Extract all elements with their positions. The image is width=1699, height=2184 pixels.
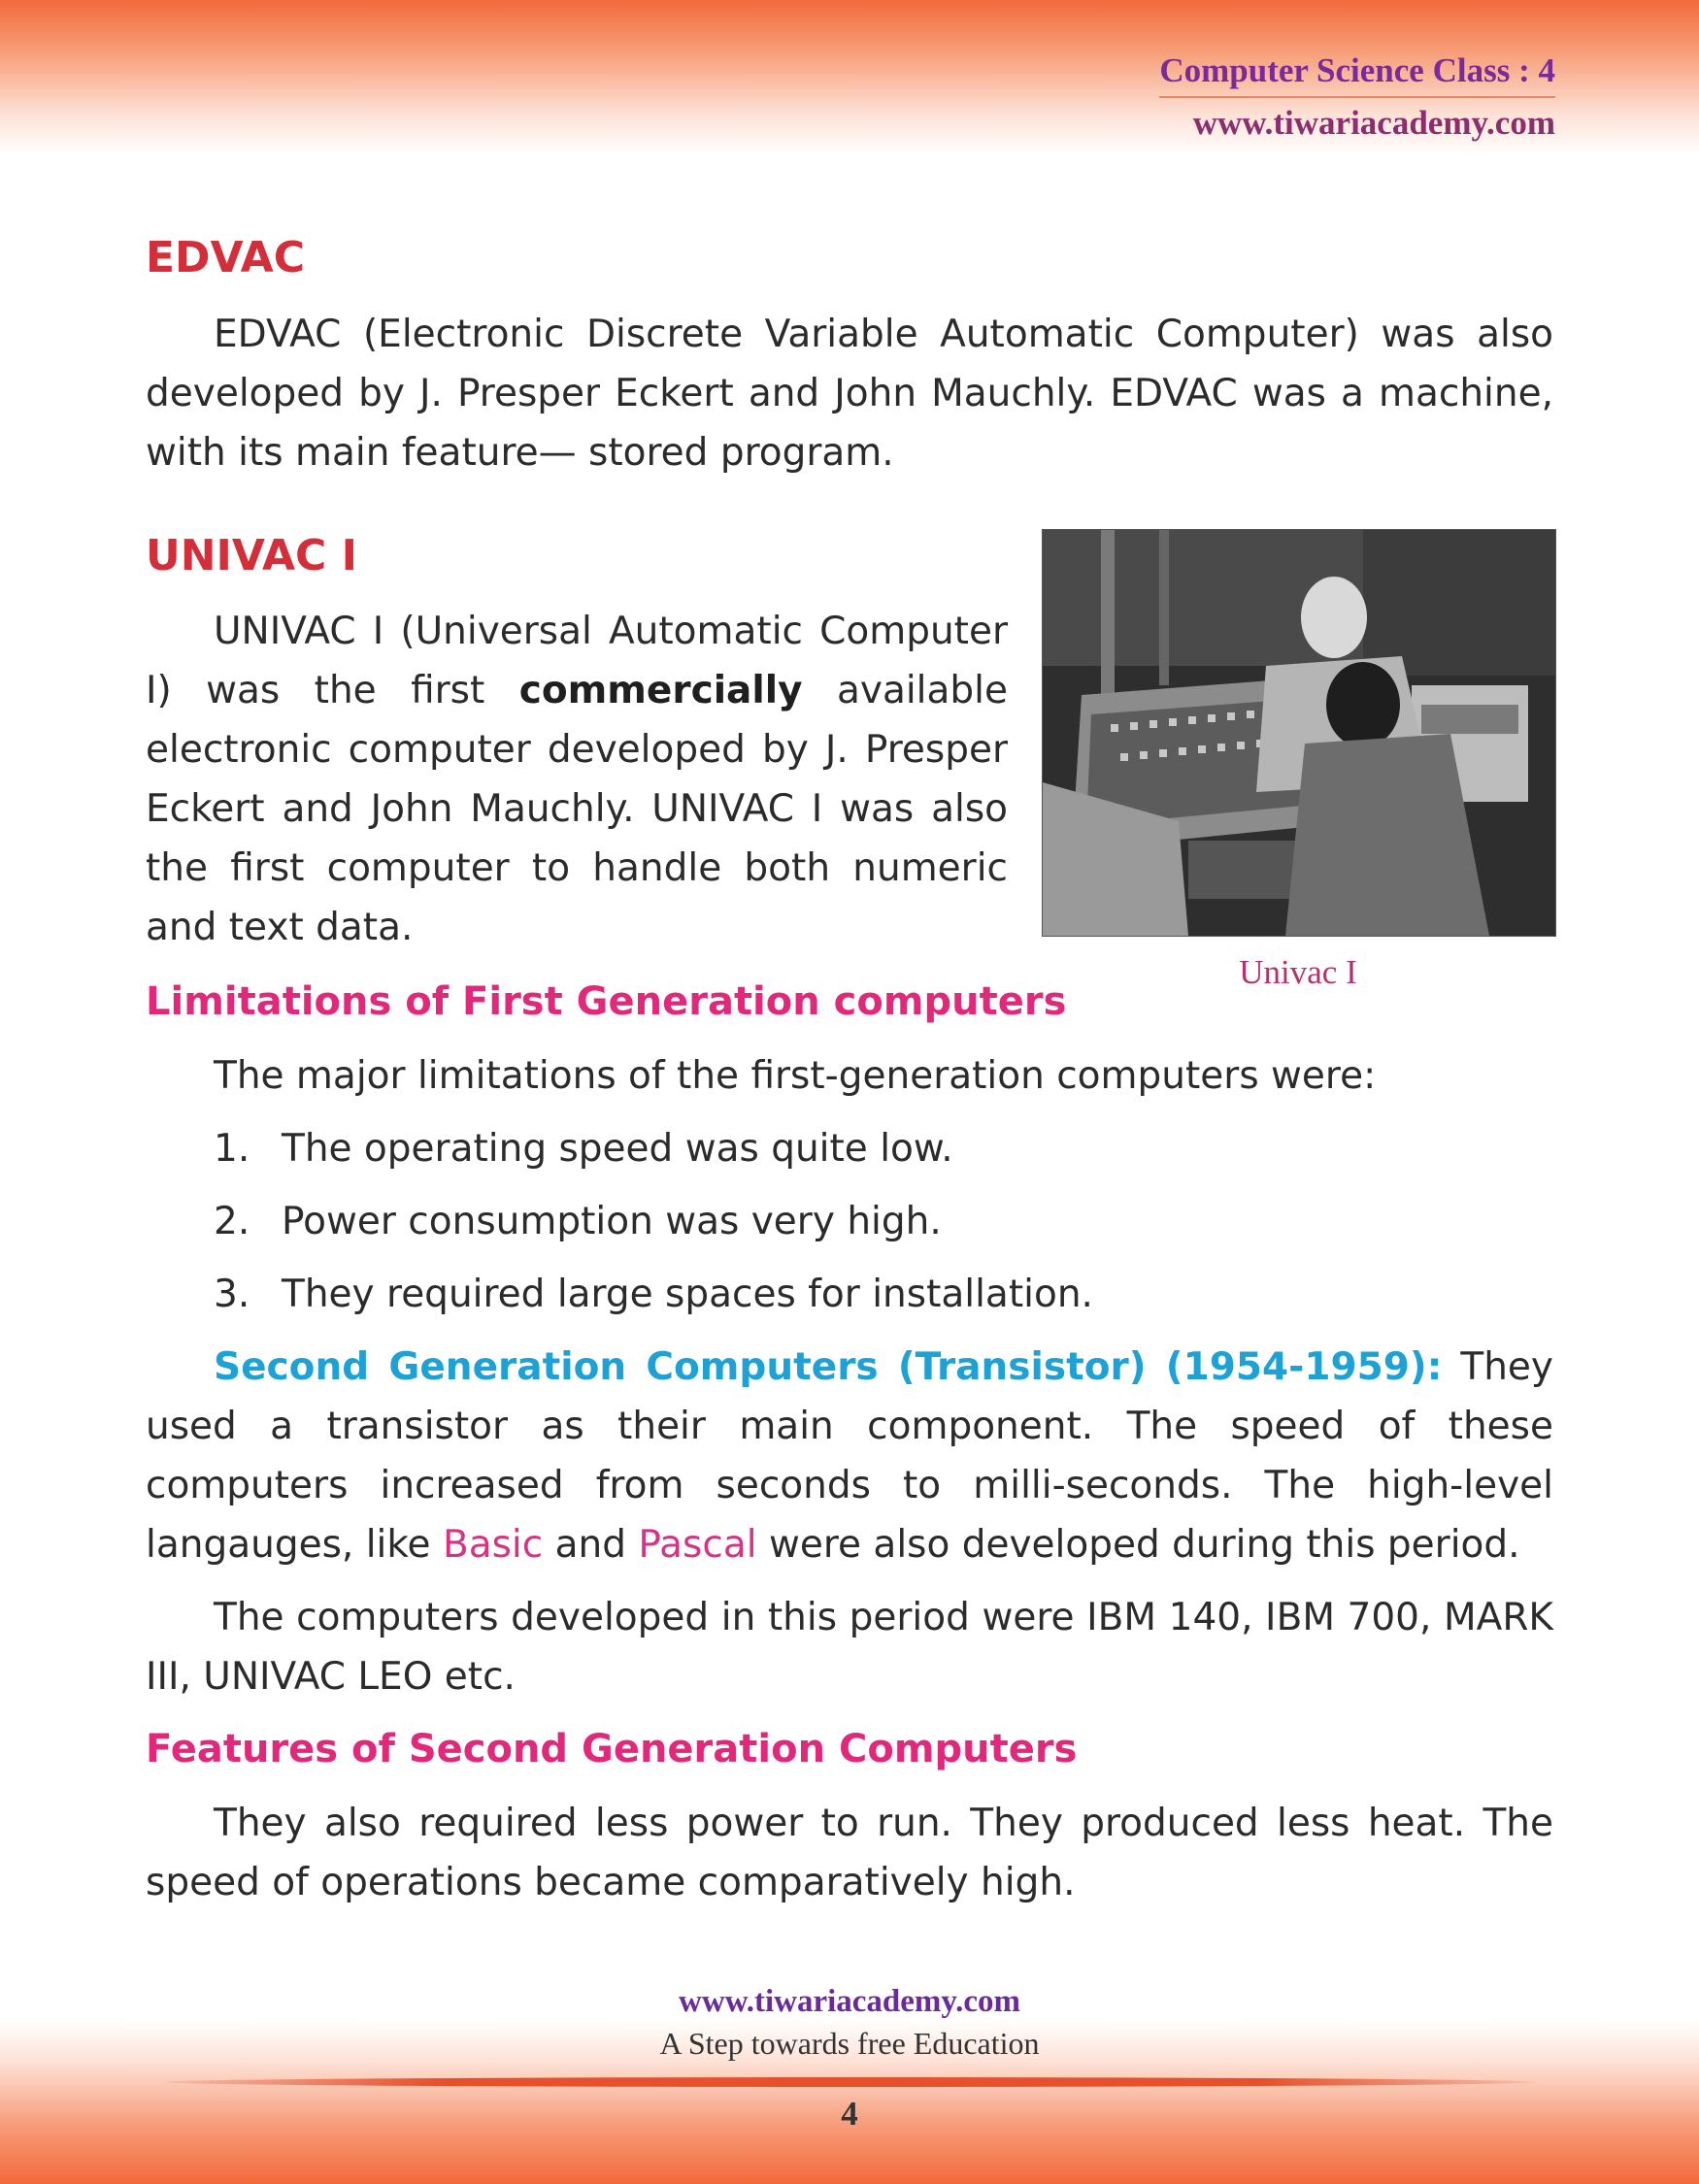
language-basic: Basic [442,1523,544,1567]
edvac-heading: EDVAC [146,233,305,282]
second-generation-and: and [543,1523,639,1567]
page-header [1159,49,1555,146]
page-number: 4 [841,2095,858,2133]
list-item [214,1265,1093,1324]
limitations-intro: The major limitations of the first-generation computers were: [214,1054,1377,1098]
univac-paragraph [146,602,1008,957]
footer-tagline: A Step towards free Education [659,2026,1040,2061]
list-item-text: The operating speed was quite low. [282,1127,953,1171]
second-generation-lead: Second Generation Computers (Transistor) (1954-1959): [214,1345,1443,1389]
list-item-number: 3. [214,1273,250,1316]
univac-text-2: available electronic computer developed by J. Presper Eckert and John Mauchly. UNIVAC I was also the first computer to handle both numeric and text data. [146,669,1008,949]
second-generation-text-1: They used a transistor as their main component. The speed of these computers increased from seconds to milli-seconds. The high-level langauges, like [146,1345,1553,1567]
univac-photo [1042,529,1556,937]
footer-divider [165,2077,1534,2087]
list-item [214,1119,953,1178]
language-pascal: Pascal [638,1523,757,1567]
class-label: Computer Science Class : 4 [1159,51,1555,89]
second-generation-text-2: were also developed during this period. [756,1523,1520,1567]
list-item-text: They required large spaces for installation. [282,1273,1093,1316]
features-paragraph: They also required less power to run. They produced less heat. The speed of operations became comparatively high. [146,1802,1553,1904]
image-caption: Univac I [1239,953,1357,991]
list-item [214,1192,942,1251]
limitations-heading: Limitations of First Generation computers [146,979,1067,1024]
univac-photo-illustration [1043,530,1555,936]
header-website-link[interactable]: www.tiwariacademy.com [1192,104,1555,142]
list-item-number: 1. [214,1127,250,1171]
univac-text-1: UNIVAC I (Universal Automatic Computer I) was the first [146,610,1008,712]
header-divider [1159,96,1555,98]
footer-website-link[interactable]: www.tiwariacademy.com [679,1984,1020,2019]
features-heading: Features of Second Generation Computers [146,1727,1078,1771]
list-item-text: Power consumption was very high. [282,1200,942,1243]
univac-heading: UNIVAC I [146,531,358,580]
list-item-number: 2. [214,1200,250,1243]
second-generation-paragraph [146,1338,1553,1574]
edvac-paragraph: EDVAC (Electronic Discrete Variable Automatic Computer) was also developed by J. Presper Eckert and John Mauchly. EDVAC was a machine, with its main feature— stored program. [146,313,1553,475]
second-generation-computers: The computers developed in this period were IBM 140, IBM 700, MARK III, UNIVAC LEO etc. [146,1596,1553,1699]
univac-text-bold: commercially [518,669,803,712]
